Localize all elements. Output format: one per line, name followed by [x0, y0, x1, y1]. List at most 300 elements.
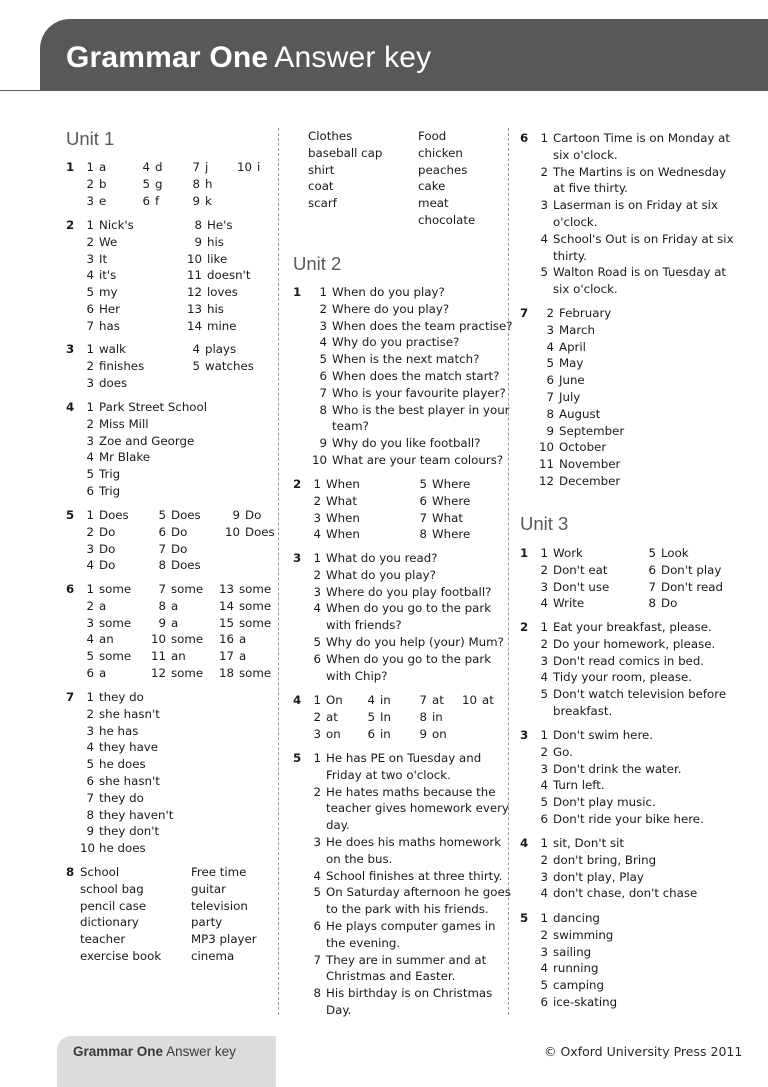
- answer-item: [293, 800, 511, 817]
- answer-item: [520, 281, 734, 298]
- item-text: When does the team practise?: [332, 318, 513, 333]
- item-text: they haven't: [99, 807, 174, 822]
- item-number: 7: [319, 385, 327, 400]
- answer-item: [66, 176, 107, 193]
- footer-tab: [57, 1036, 276, 1087]
- unit3-title: Unit 3: [520, 513, 569, 534]
- item-text: Laserman is on Friday at six: [553, 198, 718, 213]
- item-text: some: [99, 649, 132, 664]
- item-text: has: [99, 318, 120, 333]
- item-text: November: [559, 457, 621, 472]
- answer-item: [443, 692, 494, 709]
- answer-item: [66, 301, 134, 318]
- answer-item: [520, 994, 617, 1011]
- exercise-number: 6: [520, 131, 529, 145]
- item-text: Don't play: [661, 562, 722, 577]
- item-text: Don't use: [553, 579, 610, 594]
- item-text: Who is the best player in your: [332, 402, 510, 417]
- item-number: 10: [224, 524, 240, 539]
- item-number: 6: [158, 524, 166, 539]
- item-text: Don't eat: [553, 562, 608, 577]
- item-number: 2: [540, 636, 548, 651]
- answer-item: [66, 773, 173, 790]
- item-number: 2: [319, 301, 327, 316]
- answer-item: [293, 750, 511, 767]
- item-text: day.: [326, 818, 350, 833]
- item-number: 12: [186, 285, 202, 300]
- item-text: sit, Don't sit: [553, 836, 624, 850]
- item-number: 7: [419, 693, 427, 707]
- item-number: [307, 1002, 321, 1019]
- answer-list: [520, 619, 726, 720]
- item-number: 1: [86, 400, 94, 414]
- answer-list: [293, 692, 343, 742]
- word-item: scarf: [308, 196, 337, 211]
- exercise-number: 4: [66, 400, 75, 414]
- item-number: 2: [86, 358, 94, 373]
- answer-item: [200, 598, 271, 615]
- item-text: Don't ride your bike here.: [553, 811, 704, 826]
- exercise-number: 2: [520, 620, 529, 634]
- item-number: 18: [218, 665, 234, 680]
- answer-item: [520, 197, 734, 214]
- item-text: He has PE on Tuesday and: [326, 751, 482, 765]
- answer-list: [218, 159, 260, 176]
- item-number: 4: [540, 961, 548, 976]
- item-number: [307, 817, 321, 834]
- answer-item: [200, 648, 271, 665]
- item-number: 1: [86, 508, 94, 522]
- answer-item: [66, 665, 131, 682]
- item-number: 6: [546, 373, 554, 388]
- item-text: Do: [99, 524, 116, 539]
- item-text: Does: [245, 524, 275, 539]
- item-text: What are your team colours?: [332, 452, 504, 467]
- item-text: Nick's: [99, 218, 134, 232]
- item-text: Why do you like football?: [332, 436, 481, 451]
- item-number: 5: [86, 757, 94, 772]
- item-number: 9: [194, 234, 202, 249]
- item-number: 3: [313, 726, 321, 741]
- item-text: We: [99, 234, 118, 249]
- answer-item: [138, 507, 201, 524]
- item-number: 10: [461, 693, 477, 707]
- exercise-number: 3: [520, 728, 529, 742]
- answer-item: [168, 251, 250, 268]
- item-text: running: [553, 961, 599, 976]
- answer-item: [66, 756, 173, 773]
- item-text: in: [380, 693, 391, 707]
- answer-item: [520, 264, 734, 281]
- clothes-heading: Clothes: [308, 129, 353, 143]
- answer-item: [520, 669, 726, 686]
- answer-item: [399, 526, 470, 543]
- item-number: 3: [86, 723, 94, 738]
- item-number: 3: [540, 869, 548, 884]
- item-number: 3: [86, 615, 94, 630]
- item-text: ice-skating: [553, 994, 618, 1009]
- item-text: some: [239, 615, 272, 630]
- item-number: 7: [313, 952, 321, 967]
- answer-item: [168, 301, 250, 318]
- item-text: October: [559, 440, 607, 455]
- item-text: h: [205, 176, 213, 191]
- item-text: When: [326, 527, 360, 542]
- item-text: it's: [99, 268, 117, 283]
- answer-item: [293, 935, 511, 952]
- item-text: a: [239, 649, 247, 664]
- item-number: 2: [540, 927, 548, 942]
- item-text: Do: [245, 508, 262, 522]
- answer-item: [66, 341, 144, 358]
- answer-item: [138, 541, 201, 558]
- item-number: 15: [218, 615, 234, 630]
- item-text: When: [326, 477, 360, 491]
- item-text: with friends?: [326, 618, 402, 633]
- item-text: He's: [207, 218, 233, 232]
- item-number: 5: [192, 358, 200, 373]
- item-number: 4: [319, 335, 327, 350]
- answer-item: [293, 476, 360, 493]
- item-number: 4: [86, 632, 94, 647]
- item-text: His birthday is on Christmas: [326, 986, 493, 1001]
- item-text: Don't watch television before: [553, 687, 727, 702]
- title-rest: Answer key: [274, 41, 432, 74]
- item-number: 7: [158, 582, 166, 596]
- answer-item: [520, 944, 617, 961]
- word-item: meat: [418, 196, 449, 211]
- answer-item: [293, 334, 513, 351]
- item-text: they do: [99, 690, 144, 704]
- answer-item: [520, 653, 726, 670]
- answer-item: [293, 418, 513, 435]
- answer-item: [293, 884, 511, 901]
- answer-item: [520, 835, 697, 852]
- item-text: on the bus.: [326, 851, 393, 866]
- item-text: to the park with his friends.: [326, 902, 489, 917]
- answer-item: [138, 557, 201, 574]
- answer-list: [122, 159, 163, 209]
- item-number: 5: [86, 649, 94, 664]
- answer-list: [66, 689, 173, 857]
- item-number: 9: [158, 615, 166, 630]
- answer-item: [206, 507, 275, 524]
- answer-item: [172, 341, 254, 358]
- item-text: Does: [171, 558, 201, 573]
- answer-item: [293, 767, 511, 784]
- answer-item: [520, 180, 734, 197]
- item-text: at: [326, 709, 338, 724]
- answer-item: [66, 416, 207, 433]
- exercise-number: 7: [520, 306, 529, 320]
- item-text: some: [171, 582, 204, 596]
- answer-item: [66, 631, 131, 648]
- item-text: March: [559, 322, 595, 337]
- item-text: some: [171, 665, 204, 680]
- item-number: 1: [313, 751, 321, 765]
- answer-item: [293, 709, 343, 726]
- item-number: [307, 767, 321, 784]
- answer-item: [399, 709, 447, 726]
- answer-item: [66, 648, 131, 665]
- answer-item: [293, 868, 511, 885]
- answer-item: [520, 562, 609, 579]
- item-number: 4: [540, 886, 548, 901]
- answer-item: [520, 777, 704, 794]
- item-text: When: [326, 510, 360, 525]
- answer-list: [172, 341, 254, 375]
- item-number: 10: [311, 452, 327, 467]
- item-text: a: [239, 632, 247, 647]
- answer-list: [172, 159, 212, 209]
- item-number: 2: [540, 164, 548, 179]
- item-number: 4: [546, 339, 554, 354]
- item-number: 4: [313, 527, 321, 542]
- word-item: coat: [308, 179, 334, 194]
- item-text: dancing: [553, 911, 600, 925]
- item-number: 4: [540, 596, 548, 611]
- item-text: j: [205, 160, 209, 174]
- item-number: 2: [86, 598, 94, 613]
- answer-item: [66, 358, 144, 375]
- item-number: 8: [546, 406, 554, 421]
- answer-item: [520, 703, 726, 720]
- item-number: 3: [86, 541, 94, 556]
- item-number: 1: [313, 551, 321, 565]
- item-text: some: [99, 615, 132, 630]
- item-number: 11: [186, 268, 202, 283]
- answer-item: [520, 423, 624, 440]
- item-number: 6: [367, 726, 375, 741]
- answer-item: [66, 449, 207, 466]
- answer-item: [520, 305, 624, 322]
- answer-item: [66, 581, 131, 598]
- item-text: does: [99, 375, 128, 390]
- answer-item: [172, 193, 212, 210]
- answer-item: [293, 368, 513, 385]
- word-list: [418, 145, 475, 229]
- item-number: 7: [86, 318, 94, 333]
- item-number: 8: [419, 709, 427, 724]
- answer-item: [66, 823, 173, 840]
- item-text: Cartoon Time is on Monday at: [553, 131, 731, 145]
- answer-item: [293, 968, 511, 985]
- item-text: Look: [661, 546, 689, 560]
- school-heading: School: [80, 865, 120, 879]
- word-item: chocolate: [418, 212, 476, 227]
- item-text: June: [559, 373, 585, 388]
- item-text: Do: [99, 541, 116, 556]
- item-text: watches: [205, 358, 254, 373]
- exercise-number: 5: [520, 911, 529, 925]
- item-number: 6: [86, 773, 94, 788]
- item-number: 3: [540, 653, 548, 668]
- item-text: Her: [99, 301, 120, 316]
- item-text: thirty.: [553, 248, 587, 263]
- word-item: MP3 player: [191, 932, 257, 947]
- item-number: 10: [538, 440, 554, 455]
- item-text: breakfast.: [553, 703, 613, 718]
- answer-item: [132, 581, 203, 598]
- item-text: He hates maths because the: [326, 784, 496, 799]
- item-number: [307, 668, 321, 685]
- answer-item: [520, 885, 697, 902]
- answer-list: [347, 692, 391, 742]
- item-number: [307, 800, 321, 817]
- item-number: 10: [150, 632, 166, 647]
- item-text: a: [99, 160, 107, 174]
- item-text: It: [99, 251, 108, 266]
- answer-item: [132, 631, 203, 648]
- item-text: On Saturday afternoon he goes: [326, 885, 511, 900]
- item-text: don't bring, Bring: [553, 852, 657, 867]
- item-number: 1: [86, 342, 94, 356]
- answer-item: [520, 372, 624, 389]
- item-number: [534, 180, 548, 197]
- item-number: 10: [80, 841, 96, 856]
- item-number: 5: [367, 709, 375, 724]
- item-text: he has: [99, 723, 139, 738]
- word-list: [308, 145, 382, 212]
- item-number: 1: [86, 582, 94, 596]
- item-text: Why do you help (your) Mum?: [326, 634, 504, 649]
- item-text: k: [205, 193, 212, 208]
- answer-item: [293, 1002, 511, 1019]
- item-text: a: [171, 598, 179, 613]
- word-list: [80, 881, 161, 965]
- answer-item: [520, 744, 704, 761]
- answer-item: [172, 358, 254, 375]
- word-item: school bag: [80, 881, 144, 896]
- item-text: Don't read: [661, 579, 723, 594]
- exercise-number: 5: [66, 508, 75, 522]
- item-number: 10: [236, 160, 252, 174]
- word-item: pencil case: [80, 898, 147, 913]
- word-item: cinema: [191, 948, 235, 963]
- answer-item: [66, 251, 134, 268]
- item-text: a: [99, 598, 107, 613]
- answer-item: [66, 193, 107, 210]
- item-number: 4: [86, 740, 94, 755]
- item-text: Where do you play?: [332, 301, 450, 316]
- answer-item: [293, 301, 513, 318]
- answer-item: [293, 692, 343, 709]
- exercise-number: 7: [66, 690, 75, 704]
- item-number: 7: [86, 790, 94, 805]
- item-text: When do you go to the park: [326, 651, 492, 666]
- item-number: 6: [142, 193, 150, 208]
- word-item: television: [191, 898, 248, 913]
- item-text: August: [559, 406, 601, 421]
- item-number: 11: [538, 457, 554, 472]
- answer-item: [138, 524, 201, 541]
- answer-list: [168, 217, 250, 335]
- item-number: 3: [546, 322, 554, 337]
- item-number: 14: [186, 318, 202, 333]
- item-number: 4: [86, 450, 94, 465]
- answer-item: [520, 339, 624, 356]
- item-text: i: [257, 160, 261, 174]
- item-text: Do: [99, 558, 116, 573]
- item-text: Does: [171, 508, 201, 522]
- answer-item: [293, 385, 513, 402]
- answer-list: [520, 130, 734, 298]
- answer-item: [66, 524, 129, 541]
- item-number: 1: [319, 285, 327, 299]
- item-number: 5: [142, 176, 150, 191]
- item-number: 2: [86, 416, 94, 431]
- item-text: They are in summer and at: [326, 952, 487, 967]
- answer-item: [66, 284, 134, 301]
- unit1-title: Unit 1: [66, 128, 115, 149]
- item-number: 3: [313, 510, 321, 525]
- item-number: 7: [648, 579, 656, 594]
- answer-item: [520, 977, 617, 994]
- answer-item: [399, 510, 470, 527]
- answer-list: [66, 159, 107, 209]
- answer-item: [172, 176, 212, 193]
- item-text: Where do you play football?: [326, 584, 492, 599]
- item-text: What do you play?: [326, 567, 436, 582]
- word-item: chicken: [418, 145, 463, 160]
- item-text: some: [239, 598, 272, 613]
- item-text: July: [559, 389, 581, 404]
- item-number: 4: [142, 160, 150, 174]
- answer-list: [520, 545, 609, 612]
- item-text: the evening.: [326, 935, 401, 950]
- word-item: baseball cap: [308, 145, 383, 160]
- item-text: On: [326, 693, 343, 707]
- item-text: Christmas and Easter.: [326, 969, 456, 984]
- answer-item: [293, 600, 504, 617]
- item-number: 13: [186, 301, 202, 316]
- answer-item: [293, 617, 504, 634]
- item-number: [534, 703, 548, 720]
- unit2-title: Unit 2: [293, 253, 342, 274]
- answer-item: [168, 267, 250, 284]
- answer-item: [520, 636, 726, 653]
- answer-item: [520, 761, 704, 778]
- item-number: 8: [158, 598, 166, 613]
- answer-item: [628, 579, 723, 596]
- item-number: 17: [218, 649, 234, 664]
- item-text: Day.: [326, 1002, 352, 1017]
- answer-item: [293, 584, 504, 601]
- item-number: 7: [419, 510, 427, 525]
- item-number: [534, 214, 548, 231]
- item-number: 6: [86, 483, 94, 498]
- answer-item: [200, 581, 271, 598]
- item-text: his: [207, 234, 224, 249]
- header-banner: [40, 19, 768, 90]
- item-text: e: [99, 193, 107, 208]
- item-number: 1: [540, 546, 548, 560]
- answer-item: [66, 615, 131, 632]
- answer-list: [66, 507, 129, 574]
- item-text: team?: [332, 419, 369, 434]
- answer-item: [520, 619, 726, 636]
- item-text: Mr Blake: [99, 450, 151, 465]
- answer-item: [122, 159, 163, 176]
- answer-item: [628, 545, 723, 562]
- item-text: Work: [553, 546, 583, 560]
- item-number: 1: [540, 836, 548, 850]
- free-time-heading: Free time: [191, 865, 247, 879]
- answer-list: [399, 476, 470, 543]
- answer-item: [66, 723, 173, 740]
- answer-item: [66, 807, 173, 824]
- item-text: camping: [553, 978, 604, 993]
